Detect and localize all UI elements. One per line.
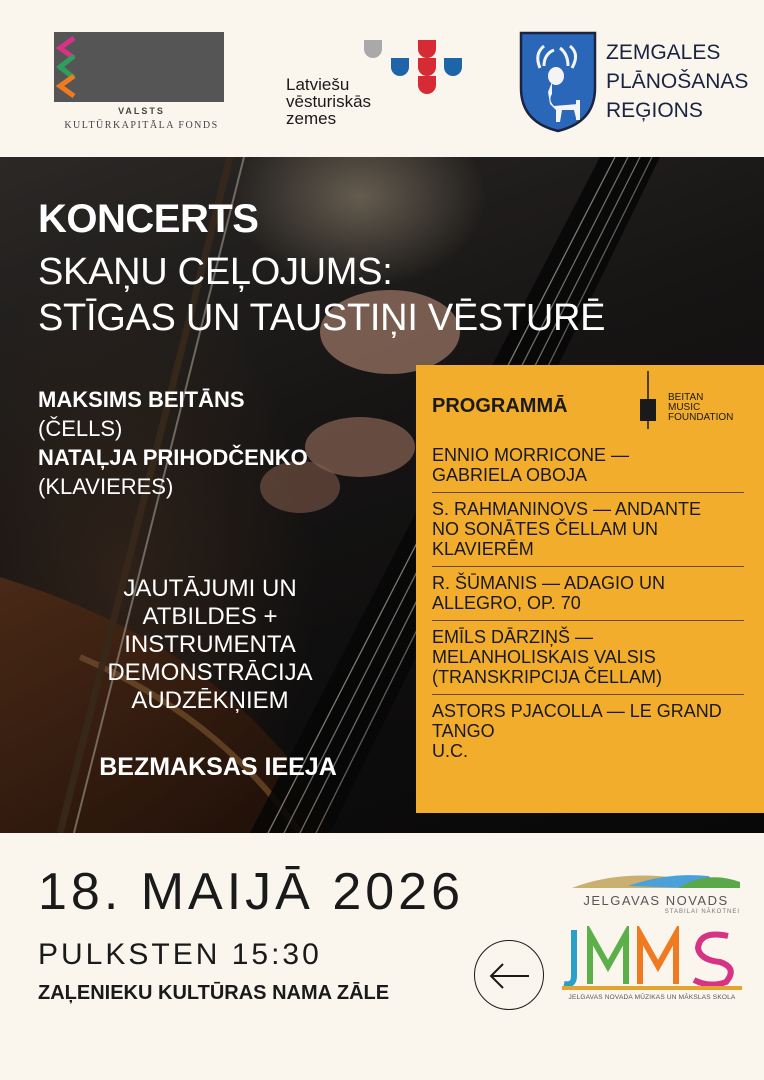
arrow-left-icon [487, 961, 531, 991]
qa-line: JAUTĀJUMI UN [123, 575, 297, 602]
hero-section [0, 157, 764, 833]
elk-shield-icon [518, 30, 598, 134]
zemgales-planosanas-regions-logo [518, 30, 749, 136]
program-item-line: ASTORS PJACOLLA — LE GRAND [432, 701, 722, 721]
subtitle-line1: SKAŅU CEĻOJUMS: [38, 251, 393, 293]
program-item-line: ALLEGRO, OP. 70 [432, 593, 581, 613]
jn-line1: JELGAVAS NOVADS [583, 893, 729, 908]
program-item-line: TANGO [432, 721, 495, 741]
lvz-square-red-bottom [418, 76, 436, 94]
jmms-caption: JELGAVAS NOVADA MŪZIKAS UN MĀKSLAS SKOLA [568, 994, 736, 1001]
program-items [432, 445, 744, 774]
beitan-music-foundation-logo [638, 371, 758, 431]
beitan-line2: MUSIC [668, 402, 701, 413]
vkkf-chevrons-icon [56, 36, 78, 98]
qa-line: ATBILDES + [142, 603, 278, 630]
program-heading: PROGRAMMĀ [432, 395, 568, 417]
lvz-line1: Latviešu [286, 75, 350, 94]
program-item-line: GABRIELA OBOJA [432, 465, 588, 485]
jmms-logo [560, 926, 744, 1010]
performer-1-role: (ČELLS) [38, 416, 123, 441]
latviesu-vesturiskas-zemes-logo [286, 38, 466, 138]
program-item-line: U.C. [432, 741, 468, 761]
program-item [432, 445, 744, 493]
program-box [416, 365, 764, 813]
zpr-text [606, 38, 748, 125]
program-item-line: ENNIO MORRICONE — [432, 445, 630, 465]
lvz-square-red-mid [418, 58, 436, 76]
program-item [432, 627, 744, 695]
concert-title: KONCERTS [38, 197, 259, 241]
program-item [432, 701, 744, 768]
lvz-text [286, 76, 371, 127]
program-item-line: MELANHOLISKAIS VALSIS [432, 647, 656, 667]
event-venue: ZAĻENIEKU KULTŪRAS NAMA ZĀLE [38, 982, 390, 1004]
subtitle-line2: STĪGAS UN TAUSTIŅI VĒSTURĒ [38, 297, 606, 339]
beitan-cello-icon [638, 371, 668, 431]
qa-demo-text [60, 575, 360, 715]
program-item [432, 573, 744, 621]
lvz-square-blue-left [391, 58, 409, 76]
lvz-square-blue-right [444, 58, 462, 76]
event-date: 18. MAIJĀ 2026 [38, 863, 464, 921]
concert-subtitle [38, 249, 605, 341]
program-item-line: KLAVIERĒM [432, 539, 534, 559]
lvz-square-gray [364, 40, 382, 58]
program-item [432, 499, 744, 567]
free-entry: BEZMAKSAS IEEJA [99, 753, 337, 781]
lvz-square-red-top [418, 40, 436, 58]
vkkf-mark [54, 32, 224, 102]
jn-line2: STABILAI NĀKOTNEI [664, 909, 740, 915]
qa-line: DEMONSTRĀCIJA [107, 659, 313, 686]
program-item-line: (TRANSKRIPCIJA ČELLAM) [432, 667, 663, 687]
performer-2-role: (KLAVIERES) [38, 474, 174, 499]
jmms-letters-icon [560, 926, 744, 992]
zpr-line2: PLĀNOŠANAS [606, 70, 749, 93]
lvz-line2: vēsturiskās [286, 92, 372, 111]
jelgavas-novads-logo [568, 868, 744, 918]
performer-2-name: NATAĻJA PRIHODČENKO [38, 445, 308, 470]
program-item-line: R. ŠŪMANIS — ADAGIO UN [432, 573, 666, 593]
event-time: PULKSTEN 15:30 [38, 938, 322, 971]
zpr-line1: ZEMGALES [606, 41, 721, 64]
program-item-line: S. RAHMANINOVS — ANDANTE [432, 499, 702, 519]
beitan-line1: BEITAN [668, 392, 704, 403]
qa-line: INSTRUMENTA [124, 631, 296, 658]
beitan-line3: FOUNDATION [668, 412, 734, 423]
zpr-line3: REĢIONS [606, 99, 703, 122]
lvz-line3: zemes [286, 109, 337, 128]
program-item-line: EMĪLS DĀRZIŅŠ — [432, 627, 594, 647]
qa-line: AUDZĒKŅIEM [131, 687, 289, 714]
program-item-line: NO SONĀTES ČELLAM UN [432, 519, 659, 539]
vkkf-logo [54, 32, 229, 132]
jelgavas-novads-waves-icon [568, 868, 744, 892]
logo-header [0, 0, 764, 157]
performer-1-name: MAKSIMS BEITĀNS [38, 387, 245, 412]
back-button[interactable] [474, 940, 544, 1010]
vkkf-line1: VALSTS [118, 106, 165, 116]
vkkf-line2: KULTŪRKAPITĀLA FONDS [64, 120, 219, 131]
performers-list [38, 385, 308, 501]
